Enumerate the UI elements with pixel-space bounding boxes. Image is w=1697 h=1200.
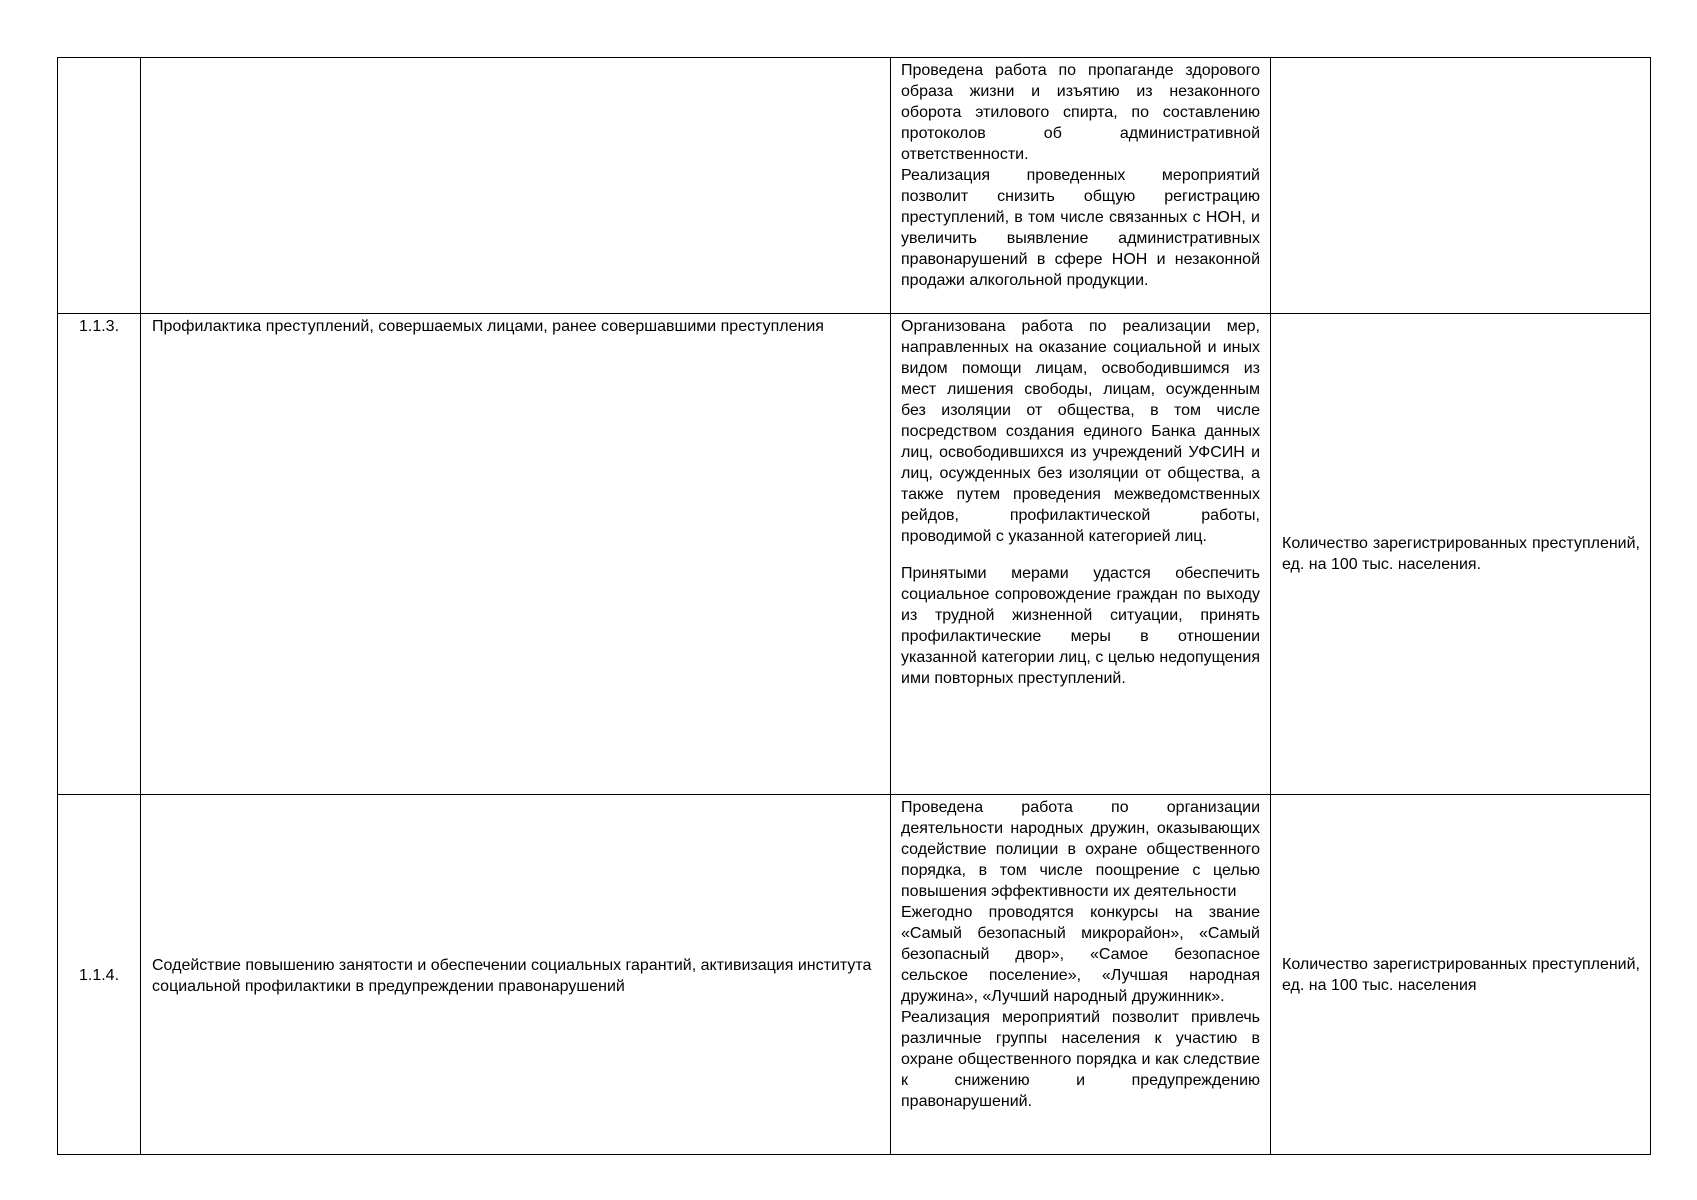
table-row	[58, 795, 1651, 1155]
result-paragraph: Ежегодно проводятся конкурсы на звание «Самый безопасный микрорайон», «Самый безопасный двор», «Самое безопасное сельское поселение», «Лучшая народная дружина», «Лучший народный дружинник».	[901, 904, 1260, 1005]
row-number: 1.1.4.	[58, 795, 141, 1155]
measure-results	[891, 314, 1271, 795]
measure-results	[891, 58, 1271, 314]
measures-table	[57, 57, 1651, 1155]
measure-results	[891, 795, 1271, 1155]
indicator: Количество зарегистрированных преступлений, ед. на 100 тыс. населения.	[1271, 314, 1651, 795]
indicator: Количество зарегистрированных преступлений, ед. на 100 тыс. населения	[1271, 795, 1651, 1155]
result-paragraph: Проведена работа по пропаганде здорового образа жизни и изъятию из незаконного оборота этилового спирта, по составлению протоколов об административной ответственности.	[901, 62, 1260, 163]
table-row	[58, 314, 1651, 795]
measure-name: Профилактика преступлений, совершаемых лицами, ранее совершавшими преступления	[141, 314, 891, 795]
row-number	[58, 58, 141, 314]
result-paragraph: Реализация мероприятий позволит привлечь различные группы населения к участию в охране общественного порядка и как следствие к снижению и предупреждению правонарушений.	[901, 1009, 1260, 1110]
measure-name: Содействие повышению занятости и обеспечении социальных гарантий, активизация института социальной профилактики в предупреждении правонарушений	[141, 795, 891, 1155]
table-row	[58, 58, 1651, 314]
result-paragraph: Принятыми мерами удастся обеспечить социальное сопровождение граждан по выходу из трудной жизненной ситуации, принять профилактические меры в отношении указанной категории лиц, с целью недопущения ими повторных преступлений.	[901, 565, 1260, 687]
result-paragraph: Проведена работа по организации деятельности народных дружин, оказывающих содействие полиции в охране общественного порядка, в том числе поощрение с целью повышения эффективности их деятельности	[901, 799, 1260, 900]
result-paragraph: Реализация проведенных мероприятий позволит снизить общую регистрацию преступлений, в том числе связанных с НОН, и увеличить выявление административных правонарушений в сфере НОН и незаконной продажи алкогольной продукции.	[901, 167, 1260, 289]
result-paragraph: Организована работа по реализации мер, направленных на оказание социальной и иных видом помощи лицам, освободившимся из мест лишения свободы, лицам, осужденным без изоляции от общества, в том числе посредством создания единого Банка данных лиц, освободившихся из учреждений УФСИН и лиц, осужденных без изоляции от общества, а также путем проведения межведомственных рейдов, профилактической работы, проводимой с указанной категорией лиц.	[901, 318, 1260, 545]
indicator	[1271, 58, 1651, 314]
row-number: 1.1.3.	[58, 314, 141, 795]
measure-name	[141, 58, 891, 314]
